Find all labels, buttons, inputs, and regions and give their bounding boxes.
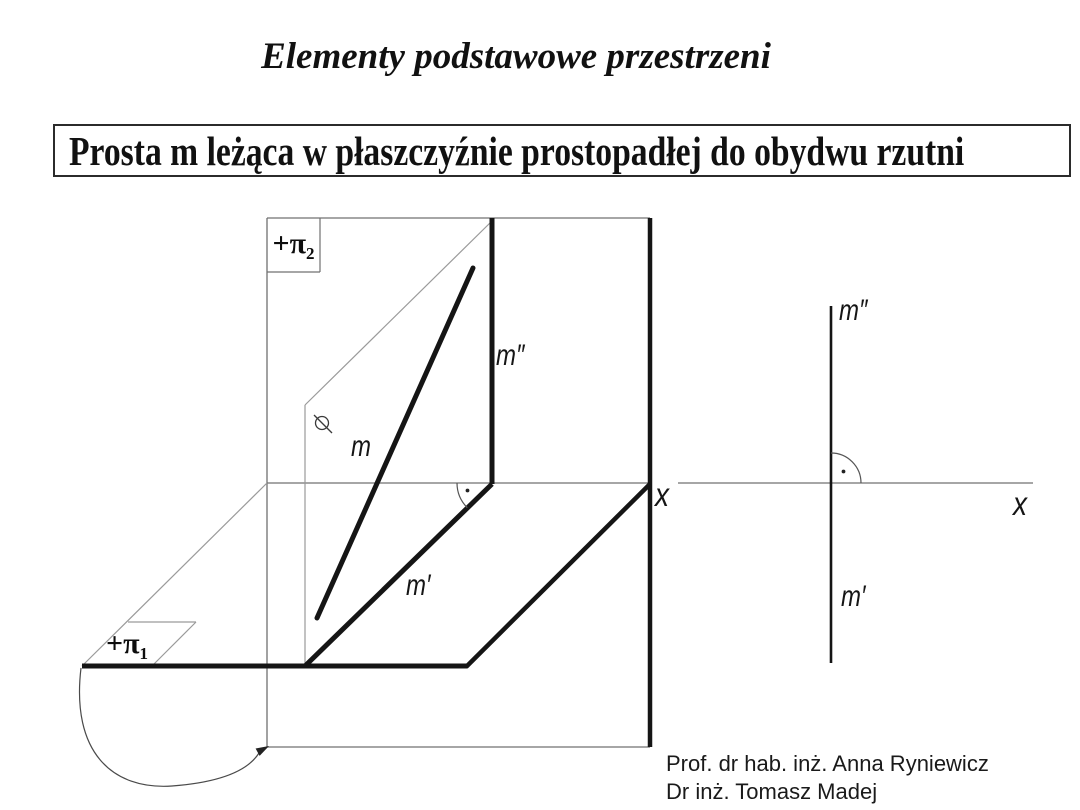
pi1-plane-label (106, 629, 148, 662)
profile-plane-top-edge (305, 220, 493, 405)
m-front-projection-label-3d: m″ (496, 339, 525, 372)
m-horizontal-projection-label-3d: m′ (406, 569, 431, 602)
right-angle-arc-3d (457, 483, 467, 508)
m-horizontal-projection-label-2d: m′ (841, 580, 866, 613)
right-angle-arc-2d (831, 453, 861, 483)
attribution-line-1: Prof. dr hab. inż. Anna Ryniewicz (666, 751, 989, 776)
pi1-label-box-right (153, 622, 196, 665)
attribution (666, 750, 989, 805)
x-axis-label-3d: x (655, 476, 670, 513)
pi2-label-text: $+\pi_2$ (272, 226, 315, 263)
subtitle-text: Prosta m leżąca w płaszczyźnie prostopadłej do obydwu rzutni (69, 128, 965, 174)
m-horizontal-projection-3d-line (305, 484, 492, 666)
right-angle-dot-2d (842, 470, 846, 474)
page-title: Elementy podstawowe przestrzeni (261, 36, 771, 77)
pi1-right-edge-thick (466, 484, 650, 667)
pi2-plane-label (267, 218, 320, 272)
x-axis-label-2d: x (1013, 485, 1028, 522)
m-front-projection-label-2d: m″ (839, 294, 868, 327)
line-m-label-3d: m (351, 430, 371, 463)
right-angle-dot-3d (466, 489, 470, 493)
profile-plane-symbol-slash (314, 415, 332, 433)
line-m-3d (317, 268, 473, 618)
attribution-line-2: Dr inż. Tomasz Madej (666, 778, 878, 804)
rotation-arc (79, 668, 259, 786)
pi1-label-text: $+\pi_1$ (106, 627, 149, 663)
